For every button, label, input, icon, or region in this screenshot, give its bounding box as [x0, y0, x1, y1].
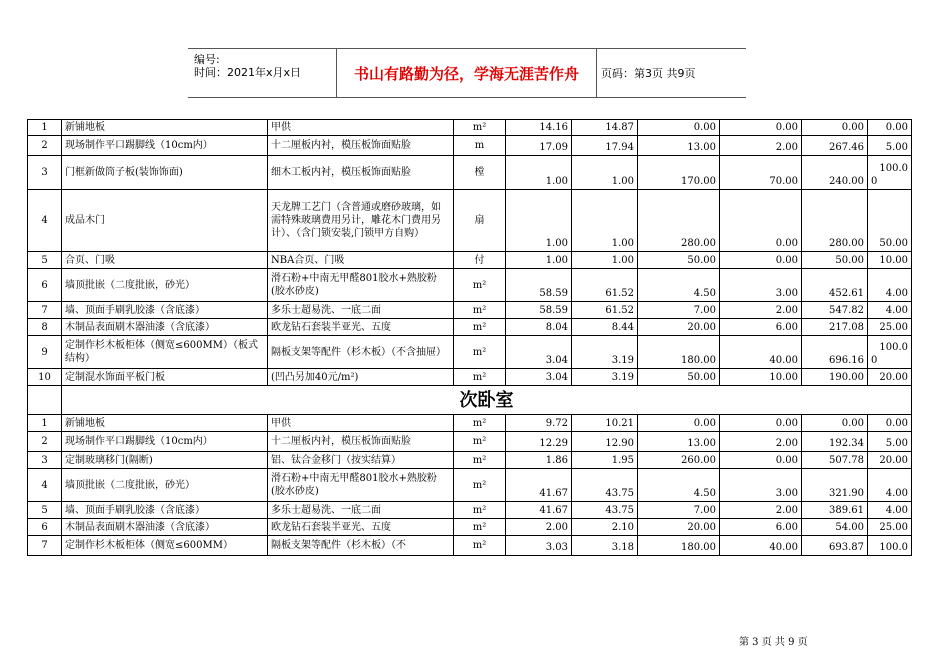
cell-p2: 0.00	[720, 415, 802, 432]
cell-q2: 2.10	[572, 519, 638, 536]
cell-t2: 100.0	[868, 536, 912, 556]
cell-p1: 0.00	[638, 120, 720, 136]
cell-material: 多乐士超易洗、一底二面	[268, 502, 454, 519]
cell-p1: 50.00	[638, 252, 720, 269]
cell-t2: 20.00	[868, 369, 912, 386]
section-title: 次卧室	[62, 386, 912, 415]
cell-p1: 20.00	[638, 519, 720, 536]
cell-no: 7	[28, 536, 62, 556]
cell-no: 2	[28, 432, 62, 452]
cell-material: 多乐士超易洗、一底二面	[268, 302, 454, 319]
cell-material: (凹凸另加40元/m²)	[268, 369, 454, 386]
cell-q1: 1.86	[506, 452, 572, 469]
cell-material: 滑石粉+中南无甲醛801胶水+熟胶粉(胶水砂皮)	[268, 269, 454, 302]
cell-unit: m²	[454, 269, 506, 302]
cell-q2: 3.18	[572, 536, 638, 556]
cell-t2: 25.00	[868, 319, 912, 336]
table-row	[28, 336, 912, 369]
cell-item: 木制品表面刷木器油漆（含底漆）	[62, 319, 268, 336]
cell-t2: 5.00	[868, 432, 912, 452]
quote-table	[27, 119, 912, 556]
cell-unit: m²	[454, 536, 506, 556]
cell-q1: 3.03	[506, 536, 572, 556]
cell-unit: m²	[454, 432, 506, 452]
cell-no: 10	[28, 369, 62, 386]
cell-unit: m²	[454, 502, 506, 519]
cell-p2: 40.00	[720, 336, 802, 369]
cell-q1: 8.04	[506, 319, 572, 336]
cell-p2: 10.00	[720, 369, 802, 386]
cell-material: 细木工板内衬，模压板饰面贴脸	[268, 156, 454, 190]
table-row	[28, 469, 912, 502]
cell-t2: 25.00	[868, 519, 912, 536]
cell-unit: m²	[454, 336, 506, 369]
cell-t2: 4.00	[868, 302, 912, 319]
cell-q1: 14.16	[506, 120, 572, 136]
cell-q2: 61.52	[572, 302, 638, 319]
cell-t1: 321.90	[802, 469, 868, 502]
cell-item: 墙顶批嵌（二度批嵌，砂光）	[62, 269, 268, 302]
cell-t2: 4.00	[868, 269, 912, 302]
cell-p2: 40.00	[720, 536, 802, 556]
cell-line: 0	[871, 355, 878, 366]
cell-q2: 1.00	[572, 252, 638, 269]
cell-line: 100.0	[879, 163, 908, 174]
cell-t1: 190.00	[802, 369, 868, 386]
cell-q1: 9.72	[506, 415, 572, 432]
cell-q1: 1.00	[506, 156, 572, 190]
cell-item: 墙顶批嵌（二度批嵌，砂光）	[62, 469, 268, 502]
cell-p1: 180.00	[638, 336, 720, 369]
cell-material: 十二厘板内衬，模压板饰面贴脸	[268, 432, 454, 452]
cell-q1: 1.00	[506, 190, 572, 252]
cell-t2	[868, 336, 912, 369]
cell-q2: 8.44	[572, 319, 638, 336]
cell-item: 现场制作平口踢脚线（10cm内）	[62, 136, 268, 156]
cell-p2: 0.00	[720, 452, 802, 469]
cell-q2: 17.94	[572, 136, 638, 156]
cell-unit: m²	[454, 120, 506, 136]
cell-t2: 0.00	[868, 415, 912, 432]
table-row	[28, 269, 912, 302]
cell-material: 滑石粉+中南无甲醛801胶水+熟胶粉(胶水砂皮)	[268, 469, 454, 502]
table-row	[28, 432, 912, 452]
cell-unit: m²	[454, 319, 506, 336]
code-label: 编号:	[194, 53, 220, 66]
table-row	[28, 502, 912, 519]
cell-material: 隔板支架等配件（杉木板）（不	[268, 536, 454, 556]
cell-no: 6	[28, 519, 62, 536]
cell-unit: 扇	[454, 190, 506, 252]
table-row	[28, 136, 912, 156]
cell-no: 1	[28, 120, 62, 136]
cell-q2: 1.95	[572, 452, 638, 469]
cell-p1: 7.00	[638, 502, 720, 519]
cell-q1: 3.04	[506, 369, 572, 386]
cell-no: 1	[28, 415, 62, 432]
cell-t1: 547.82	[802, 302, 868, 319]
cell-p2: 2.00	[720, 502, 802, 519]
cell-t2: 4.00	[868, 502, 912, 519]
cell-material: 隔板支架等配件（杉木板）（不含抽屉）	[268, 336, 454, 369]
table-row	[28, 369, 912, 386]
cell-item: 现场制作平口踢脚线（10cm内）	[62, 432, 268, 452]
table-row	[28, 120, 912, 136]
cell-unit: m²	[454, 519, 506, 536]
cell-no: 3	[28, 452, 62, 469]
cell-item: 墙、顶面手刷乳胶漆（含底漆）	[62, 502, 268, 519]
cell-q1: 3.04	[506, 336, 572, 369]
cell-no: 8	[28, 319, 62, 336]
cell-material: NBA合页、门吸	[268, 252, 454, 269]
cell-unit: m²	[454, 452, 506, 469]
cell-t2: 4.00	[868, 469, 912, 502]
cell-no: 5	[28, 252, 62, 269]
page-header	[188, 48, 746, 98]
cell-p1: 13.00	[638, 136, 720, 156]
table-row	[28, 302, 912, 319]
cell-t2: 20.00	[868, 452, 912, 469]
cell-q1: 12.29	[506, 432, 572, 452]
cell-p2: 2.00	[720, 302, 802, 319]
cell-p1: 7.00	[638, 302, 720, 319]
cell-p2: 0.00	[720, 120, 802, 136]
page-info: 页码：第3页 共9页	[601, 67, 696, 80]
table-row	[28, 536, 912, 556]
cell-item: 定制玻璃移门(隔断)	[62, 452, 268, 469]
cell-p1: 20.00	[638, 319, 720, 336]
cell-t1: 50.00	[802, 252, 868, 269]
cell-q1: 58.59	[506, 269, 572, 302]
cell-no: 2	[28, 136, 62, 156]
cell-unit: m²	[454, 415, 506, 432]
cell-p1: 4.50	[638, 469, 720, 502]
table-row	[28, 190, 912, 252]
table-row	[28, 156, 912, 190]
cell-t1: 192.34	[802, 432, 868, 452]
cell-item: 墙、顶面手刷乳胶漆（含底漆）	[62, 302, 268, 319]
cell-material: 十二厘板内衬，模压板饰面贴脸	[268, 136, 454, 156]
cell-line: 100.0	[879, 342, 908, 353]
cell-no: 5	[28, 502, 62, 519]
cell-t1: 240.00	[802, 156, 868, 190]
cell-q2: 43.75	[572, 502, 638, 519]
cell-material: 欧龙钻石套装半亚光、五度	[268, 519, 454, 536]
cell-unit: m²	[454, 302, 506, 319]
cell-item: 门框新做筒子板(装饰饰面)	[62, 156, 268, 190]
cell-q2: 61.52	[572, 269, 638, 302]
cell-t2: 5.00	[868, 136, 912, 156]
cell-t1: 507.78	[802, 452, 868, 469]
page-footer: 第 3 页 共 9 页	[739, 637, 808, 648]
cell-material: 甲供	[268, 415, 454, 432]
cell-t2	[868, 156, 912, 190]
cell-t1: 54.00	[802, 519, 868, 536]
cell-t1: 0.00	[802, 120, 868, 136]
cell-no: 3	[28, 156, 62, 190]
table-row	[28, 252, 912, 269]
cell-t1: 693.87	[802, 536, 868, 556]
cell-p2: 70.00	[720, 156, 802, 190]
cell-item: 木制品表面刷木器油漆（含底漆）	[62, 519, 268, 536]
cell-no: 9	[28, 336, 62, 369]
cell-q2: 43.75	[572, 469, 638, 502]
section-row	[28, 386, 912, 415]
cell-item: 新铺地板	[62, 120, 268, 136]
cell-q1: 41.67	[506, 469, 572, 502]
header-meta	[194, 53, 301, 79]
cell-p2: 6.00	[720, 319, 802, 336]
table-row	[28, 452, 912, 469]
cell-p2: 0.00	[720, 190, 802, 252]
cell-p2: 0.00	[720, 252, 802, 269]
cell-q1: 17.09	[506, 136, 572, 156]
cell-t1: 280.00	[802, 190, 868, 252]
cell-item: 成品木门	[62, 190, 268, 252]
cell-q2: 1.00	[572, 156, 638, 190]
cell-item: 新铺地板	[62, 415, 268, 432]
cell-p1: 13.00	[638, 432, 720, 452]
cell-p1: 280.00	[638, 190, 720, 252]
cell-line: 0	[871, 176, 878, 187]
table-row	[28, 519, 912, 536]
cell-no: 7	[28, 302, 62, 319]
cell-q1: 1.00	[506, 252, 572, 269]
cell-item: 合页、门吸	[62, 252, 268, 269]
cell-material: 天龙牌工艺门（含普通或磨砂玻璃，如需特殊玻璃费用另计，雕花木门费用另计）、（含门锁安装,门锁甲方自购）	[268, 190, 454, 252]
cell-item: 定制作杉木板柜体（侧宽≤600MM）	[62, 536, 268, 556]
table-body-a	[28, 120, 912, 386]
cell-material: 欧龙钻石套装半亚光、五度	[268, 319, 454, 336]
cell-q2: 10.21	[572, 415, 638, 432]
cell-t1: 389.61	[802, 502, 868, 519]
cell-t1: 0.00	[802, 415, 868, 432]
cell-no: 4	[28, 190, 62, 252]
cell-q1: 2.00	[506, 519, 572, 536]
cell-material: 铝、钛合金移门（按实结算）	[268, 452, 454, 469]
cell-p2: 2.00	[720, 136, 802, 156]
cell-q1: 58.59	[506, 302, 572, 319]
cell-item: 定制混水饰面平板门板	[62, 369, 268, 386]
cell-q2: 3.19	[572, 336, 638, 369]
table-row	[28, 415, 912, 432]
cell-p1: 0.00	[638, 415, 720, 432]
cell-item: 定制作杉木板柜体（侧宽≤600MM）（板式结构）	[62, 336, 268, 369]
cell-no: 4	[28, 469, 62, 502]
cell-unit: m	[454, 136, 506, 156]
cell-t2: 10.00	[868, 252, 912, 269]
table-row	[28, 319, 912, 336]
cell-p2: 2.00	[720, 432, 802, 452]
cell-p2: 3.00	[720, 469, 802, 502]
cell-t1: 452.61	[802, 269, 868, 302]
cell-unit: 付	[454, 252, 506, 269]
cell-q2: 1.00	[572, 190, 638, 252]
cell-t2: 0.00	[868, 120, 912, 136]
table-body-b	[28, 415, 912, 556]
cell-q2: 3.19	[572, 369, 638, 386]
cell-unit: m²	[454, 469, 506, 502]
cell-p1: 50.00	[638, 369, 720, 386]
cell-t1: 696.16	[802, 336, 868, 369]
cell-t1: 217.08	[802, 319, 868, 336]
slogan: 书山有路勤为径，学海无涯苦作舟	[336, 49, 597, 97]
cell-q2: 14.87	[572, 120, 638, 136]
cell-p1: 170.00	[638, 156, 720, 190]
cell-p1: 260.00	[638, 452, 720, 469]
time-label: 时间：2021年x月x日	[194, 66, 302, 79]
cell-material: 甲供	[268, 120, 454, 136]
cell-unit: m²	[454, 369, 506, 386]
cell-t1: 267.46	[802, 136, 868, 156]
cell-p1: 4.50	[638, 269, 720, 302]
cell-p1: 180.00	[638, 536, 720, 556]
cell-q1: 41.67	[506, 502, 572, 519]
cell-p2: 6.00	[720, 519, 802, 536]
cell-unit: 樘	[454, 156, 506, 190]
cell-q2: 12.90	[572, 432, 638, 452]
cell-t2: 50.00	[868, 190, 912, 252]
cell-p2: 3.00	[720, 269, 802, 302]
cell-no: 6	[28, 269, 62, 302]
